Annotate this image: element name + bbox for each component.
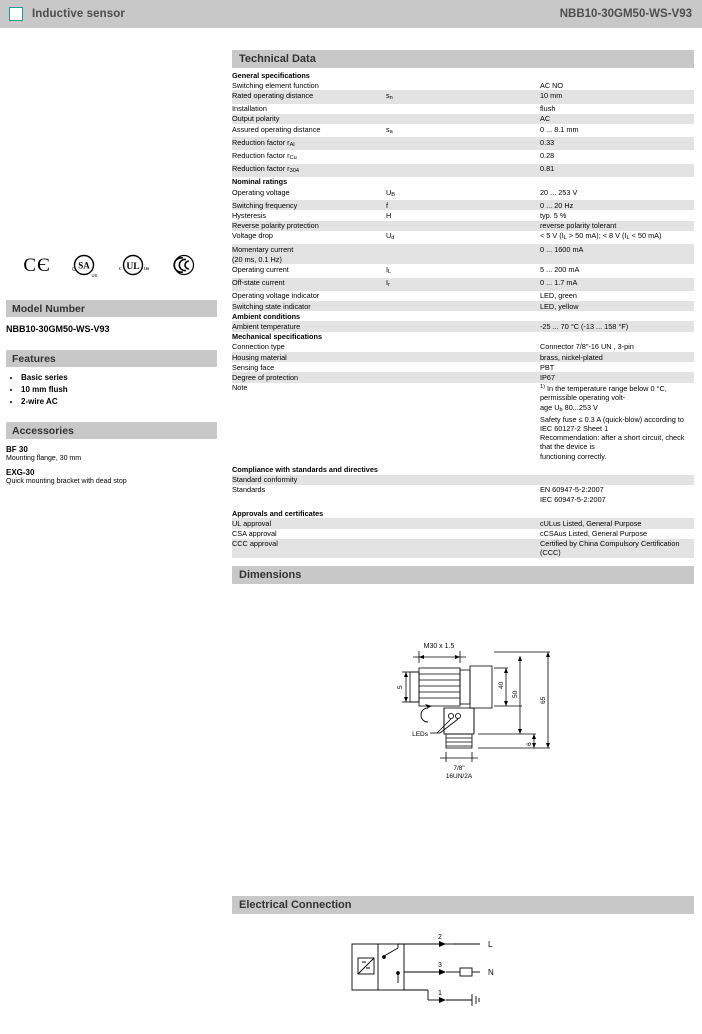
row-label: Operating voltage indicator <box>232 291 320 301</box>
row-value: 0.33 <box>540 137 694 150</box>
note-line: $^{1)}$ In the temperature range below 0 °C, permissible operating volt- <box>540 384 667 403</box>
header-model-number: NBB10-30GM50-WS-V93 <box>559 8 692 20</box>
pin-number-2: 2 <box>438 934 442 942</box>
svg-text:SA: SA <box>77 260 90 271</box>
row-symbol <box>386 301 540 311</box>
row-value: PBT <box>540 362 555 372</box>
accessories-heading-bar <box>6 422 217 439</box>
ccc-mark-icon <box>169 251 199 281</box>
table-row <box>232 485 694 495</box>
features-list <box>6 373 217 406</box>
row-value: 0 ... 8.1 mm <box>540 124 579 134</box>
row-label: Ambient temperature <box>232 321 386 331</box>
accessory-desc: Quick mounting bracket with dead stop <box>6 478 127 485</box>
row-symbol <box>386 539 540 558</box>
row-value: 5 ... 200 mA <box>540 264 580 274</box>
row-label: Connection type <box>232 342 285 352</box>
row-value: cULus Listed, General Purpose <box>540 518 694 528</box>
table-row <box>232 244 694 254</box>
row-symbol <box>386 321 540 331</box>
row-symbol <box>386 244 540 254</box>
row-symbol <box>386 485 540 495</box>
row-symbol <box>386 342 540 352</box>
table-row <box>232 137 694 150</box>
dimensions-drawing <box>232 586 694 896</box>
row-label: CSA approval <box>232 529 277 539</box>
table-row <box>232 529 694 539</box>
note-line: functioning correctly. <box>540 451 607 461</box>
leds-label: LEDs <box>412 731 428 739</box>
table-row <box>232 372 694 382</box>
row-value: IP67 <box>540 372 694 382</box>
model-number-value: NBB10-30GM50-WS-V93 <box>6 324 110 334</box>
table-row <box>232 104 694 114</box>
row-value: LED, yellow <box>540 301 694 311</box>
table-row <box>232 124 694 137</box>
row-label: Output polarity <box>232 114 386 124</box>
table-row <box>232 518 694 528</box>
group-heading: General specifications <box>232 70 310 80</box>
row-label: Hysteresis <box>232 210 267 220</box>
table-row <box>232 291 694 301</box>
row-symbol <box>386 475 540 485</box>
row-label: Operating voltage <box>232 187 290 197</box>
row-label: Installation <box>232 104 267 114</box>
row-symbol <box>386 291 540 301</box>
row-label: Reduction factor r304 <box>232 164 386 177</box>
pin-number-1: 1 <box>438 990 442 998</box>
table-row <box>232 301 694 311</box>
note-line: Safety fuse ≤ 0.3 A (quick-blow) according to IEC 60127-2 Sheet 1 <box>540 414 684 433</box>
row-label: Switching frequency <box>232 200 386 210</box>
features-heading-bar <box>6 350 217 367</box>
row-label: Rated operating distance <box>232 90 386 103</box>
table-row <box>232 150 694 163</box>
sidebar <box>0 28 222 988</box>
svg-text:us: us <box>143 266 149 272</box>
row-label: Switching state indicator <box>232 301 386 311</box>
electrical-diagram-svg <box>232 916 694 1026</box>
row-label: Note <box>232 383 248 393</box>
row-label: Assured operating distance <box>232 124 321 134</box>
svg-text:US: US <box>91 273 97 278</box>
row-value: Certified by China Compulsory Certification (CCC) <box>540 539 694 558</box>
main-content <box>232 50 694 1034</box>
row-symbol: sn <box>386 90 540 103</box>
row-value <box>540 475 694 485</box>
dim-label-50: 50 <box>512 690 519 699</box>
row-label: Sensing face <box>232 362 275 372</box>
row-symbol <box>386 362 540 372</box>
features-heading: Features <box>12 352 56 365</box>
accessory-desc: Mounting flange, 30 mm <box>6 455 82 462</box>
row-label: Operating current <box>232 264 289 274</box>
row-symbol <box>386 114 540 124</box>
list-item: • 2-wire AC <box>21 397 217 406</box>
svg-text:UL: UL <box>126 262 140 272</box>
list-item: • Basic series <box>21 373 217 382</box>
accessories-heading: Accessories <box>12 424 74 437</box>
table-row <box>232 210 694 220</box>
pin-number-3: 3 <box>438 962 442 970</box>
csa-mark-icon <box>69 251 99 281</box>
technical-data-header <box>232 50 694 68</box>
technical-data-title: Technical Data <box>239 53 316 65</box>
row-label: Reduction factor rAl <box>232 137 386 150</box>
dim-label-40: 40 <box>498 681 505 690</box>
ul-mark-icon <box>117 251 151 281</box>
row-symbol <box>386 137 540 150</box>
row-symbol <box>386 352 540 362</box>
thread-label: M30 x 1.5 <box>423 643 455 651</box>
row-label: Standard conformity <box>232 475 386 485</box>
list-item: • 10 mm flush <box>21 385 217 394</box>
row-label: Off-state current <box>232 278 386 291</box>
row-symbol <box>386 221 540 231</box>
row-value: 0 ... 20 Hz <box>540 200 694 210</box>
note-line: age Ub 80...253 V <box>540 402 598 413</box>
row-value: 0 ... 1600 mA <box>540 244 694 254</box>
row-symbol: UB <box>386 187 396 198</box>
table-row <box>232 321 694 331</box>
row-value: 0 ... 1.7 mA <box>540 278 694 291</box>
electrical-connection-header <box>232 896 694 914</box>
accessory-name: EXG-30 <box>6 468 35 477</box>
table-row <box>232 114 694 124</box>
group-heading: Nominal ratings <box>232 177 288 187</box>
table-row <box>232 164 694 177</box>
terminal-label-N: N <box>488 968 494 978</box>
dim-label-65: 65 <box>540 696 547 705</box>
row-value: typ. 5 % <box>540 210 567 220</box>
row-symbol: f <box>386 200 540 210</box>
row-label: CCC approval <box>232 539 386 558</box>
row-symbol <box>386 383 540 462</box>
table-row <box>232 231 694 244</box>
row-value: 0.28 <box>540 150 555 160</box>
row-symbol <box>386 495 540 505</box>
row-label <box>232 495 386 505</box>
row-value: brass, nickel-plated <box>540 352 694 362</box>
technical-data-table <box>232 70 694 558</box>
row-label: Housing material <box>232 352 386 362</box>
row-symbol: Ud <box>386 231 395 242</box>
table-row <box>232 475 694 485</box>
row-value: cCSAus Listed, General Purpose <box>540 529 648 539</box>
approvals-heading: Approvals and certificates <box>232 508 324 518</box>
electrical-diagram <box>232 916 694 1034</box>
table-row <box>232 539 694 558</box>
row-symbol: IL <box>386 264 392 275</box>
table-row <box>232 187 694 200</box>
table-row <box>232 90 694 103</box>
table-row <box>232 264 694 277</box>
ce-mark-icon: CЄ <box>23 255 51 276</box>
row-value: -25 ... 70 °C (-13 ... 158 °F) <box>540 321 694 331</box>
row-label: Reduction factor rCu <box>232 150 297 161</box>
compliance-heading: Compliance with standards and directives <box>232 464 378 474</box>
table-row <box>232 278 694 291</box>
row-symbol <box>386 518 540 528</box>
row-label: Degree of protection <box>232 372 386 382</box>
table-row <box>232 383 694 462</box>
note-line: Recommendation: after a short circuit, check that the device is <box>540 433 685 452</box>
row-symbol <box>386 372 540 382</box>
row-value: AC NO <box>540 80 564 90</box>
table-row <box>232 254 694 264</box>
row-label: Switching element function <box>232 80 319 90</box>
row-value: Connector 7/8"-16 UN , 3-pin <box>540 342 634 352</box>
row-value: IEC 60947-5-2:2007 <box>540 495 606 505</box>
row-value: < 5 V (IL > 50 mA); < 8 V (IL < 50 mA) <box>540 231 662 242</box>
table-row <box>232 80 694 90</box>
row-value <box>540 254 694 264</box>
row-symbol: H <box>386 210 392 220</box>
connector-label-1: 7/8" <box>453 765 465 773</box>
table-row <box>232 342 694 352</box>
page-title: Inductive sensor <box>32 8 125 20</box>
svg-text:C: C <box>71 267 76 273</box>
row-label: Standards <box>232 485 266 495</box>
row-label: (20 ms, 0.1 Hz) <box>232 254 386 264</box>
row-value: LED, green <box>540 291 577 301</box>
row-label: Reverse polarity protection <box>232 221 386 231</box>
table-row <box>232 352 694 362</box>
row-symbol: Ir <box>386 278 540 291</box>
table-row <box>232 200 694 210</box>
row-value: 0.81 <box>540 164 694 177</box>
row-label: Voltage drop <box>232 231 273 241</box>
row-value: AC <box>540 114 694 124</box>
row-value: flush <box>540 104 556 114</box>
row-label: Momentary current <box>232 244 386 254</box>
electrical-connection-title: Electrical Connection <box>239 899 352 912</box>
certification-marks <box>0 246 222 286</box>
teal-square-icon <box>9 7 23 21</box>
row-symbol: sa <box>386 124 393 135</box>
group-heading: Ambient conditions <box>232 311 301 321</box>
table-row <box>232 362 694 372</box>
svg-text:c: c <box>118 266 122 272</box>
row-symbol <box>386 254 540 264</box>
terminal-label-L: L <box>488 940 493 950</box>
row-value <box>540 383 694 462</box>
dimensions-title: Dimensions <box>239 569 302 582</box>
model-number-heading: Model Number <box>12 302 85 315</box>
row-symbol <box>386 80 540 90</box>
dimensions-header <box>232 566 694 584</box>
dimension-diagram-svg <box>232 586 694 886</box>
row-label: UL approval <box>232 518 386 528</box>
row-value: 20 ... 253 V <box>540 187 578 197</box>
table-row <box>232 221 694 231</box>
row-value: 10 mm <box>540 90 694 103</box>
dim-label-6: 6 <box>526 742 533 747</box>
model-number-heading-bar <box>6 300 217 317</box>
row-symbol <box>386 164 540 177</box>
row-value: reverse polarity tolerant <box>540 221 694 231</box>
table-row <box>232 495 694 505</box>
connector-label-2: 16UN/2A <box>445 773 473 781</box>
page-header <box>0 0 702 28</box>
accessory-name: BF 30 <box>6 445 28 454</box>
row-symbol <box>386 150 540 163</box>
dim-label-5: 5 <box>397 685 404 690</box>
row-symbol <box>386 529 540 539</box>
row-symbol <box>386 104 540 114</box>
group-heading: Mechanical specifications <box>232 332 323 342</box>
row-value: EN 60947-5-2:2007 <box>540 485 604 495</box>
